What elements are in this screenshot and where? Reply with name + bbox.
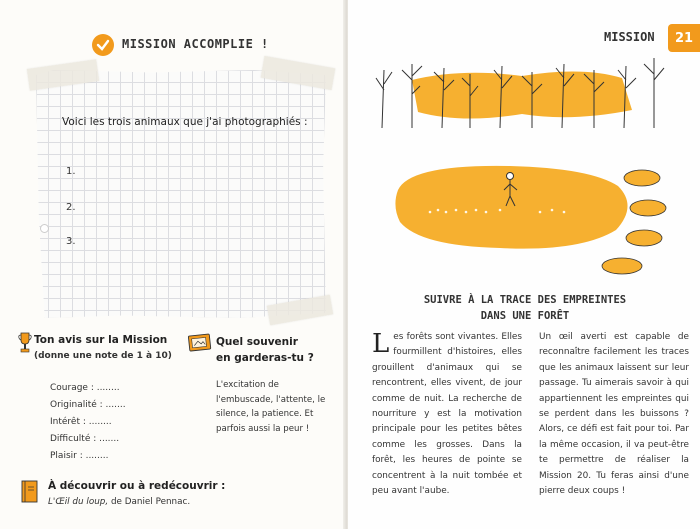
section-title: [370, 292, 680, 324]
section-title-line2: DANS UNE FORÊT: [480, 310, 570, 322]
criterion-difficulte: Difficulté : .......: [50, 434, 120, 444]
avis-subtitle: (donne une note de 1 à 10): [34, 351, 172, 361]
paper-hole: [40, 224, 49, 233]
avis-title: Ton avis sur la Mission: [34, 334, 168, 346]
decouvrir-text: [48, 497, 190, 507]
answer-number-1: 1.: [66, 166, 76, 177]
criterion-interet: Intérêt : ........: [50, 417, 112, 427]
footprint-illustration-icon: [390, 150, 690, 284]
forest-illustration-icon: [372, 50, 672, 134]
mission-tab-label: MISSION: [604, 30, 655, 44]
trophy-icon: [18, 332, 32, 358]
criterion-originalite: Originalité : .......: [50, 400, 126, 410]
body-column-left: [372, 330, 522, 499]
criterion-courage: Courage : ........: [50, 383, 120, 393]
body-column-right: Un œil averti est capable de reconnaître facilement les traces que les animaux laissent sur leur passage. Tu aimerais savoir à qui appartiennent les empreintes qui se perdent dans les buissons ? Alors, ce défi est fait pour toi. Par la même occasion, il va peut-être te permettre de réaliser la Mission 20. Tu feras ainsi d'une pierre deux coups !: [539, 332, 689, 497]
photo-icon: [188, 332, 212, 356]
mission-accomplie-title: MISSION ACCOMPLIE !: [122, 37, 269, 51]
answer-number-2: 2.: [66, 202, 76, 213]
souvenir-text: L'excitation de l'embuscade, l'attente, le silence, la patience. Et parfois aussi la peur !: [216, 380, 326, 434]
body-text-left: es forêts sont vivantes. Elles fourmillent d'histoires, elles grouillent d'animaux qui se rencontrent, elles vivent, de jour comme de nuit. La recherche de nourriture y est la motivation principale pour les petites bêtes comme les grosses. Dans la forêt, les heures de pointe se concentrent à la nuit tombée et peu avant l'aube.: [372, 332, 522, 497]
souvenir-title-line2: en garderas-tu ?: [216, 352, 314, 364]
check-circle-icon: [92, 34, 114, 56]
criterion-plaisir: Plaisir : ........: [50, 451, 109, 461]
decouvrir-title: À découvrir ou à redécouvrir :: [48, 480, 226, 492]
book-author: de Daniel Pennac.: [108, 497, 191, 507]
book-icon: [20, 480, 40, 508]
book-title: L'Œil du loup,: [48, 497, 109, 507]
souvenir-title-line1: Quel souvenir: [216, 336, 298, 348]
answer-number-3: 3.: [66, 236, 76, 247]
mission-tab-number: 21: [668, 24, 700, 52]
souvenir-title: [216, 334, 314, 366]
grid-paper: [36, 70, 326, 318]
dropcap: L: [372, 329, 390, 359]
section-title-line1: SUIVRE À LA TRACE DES EMPREINTES: [423, 294, 627, 306]
paper-heading: Voici les trois animaux que j'ai photographiés :: [62, 116, 308, 128]
